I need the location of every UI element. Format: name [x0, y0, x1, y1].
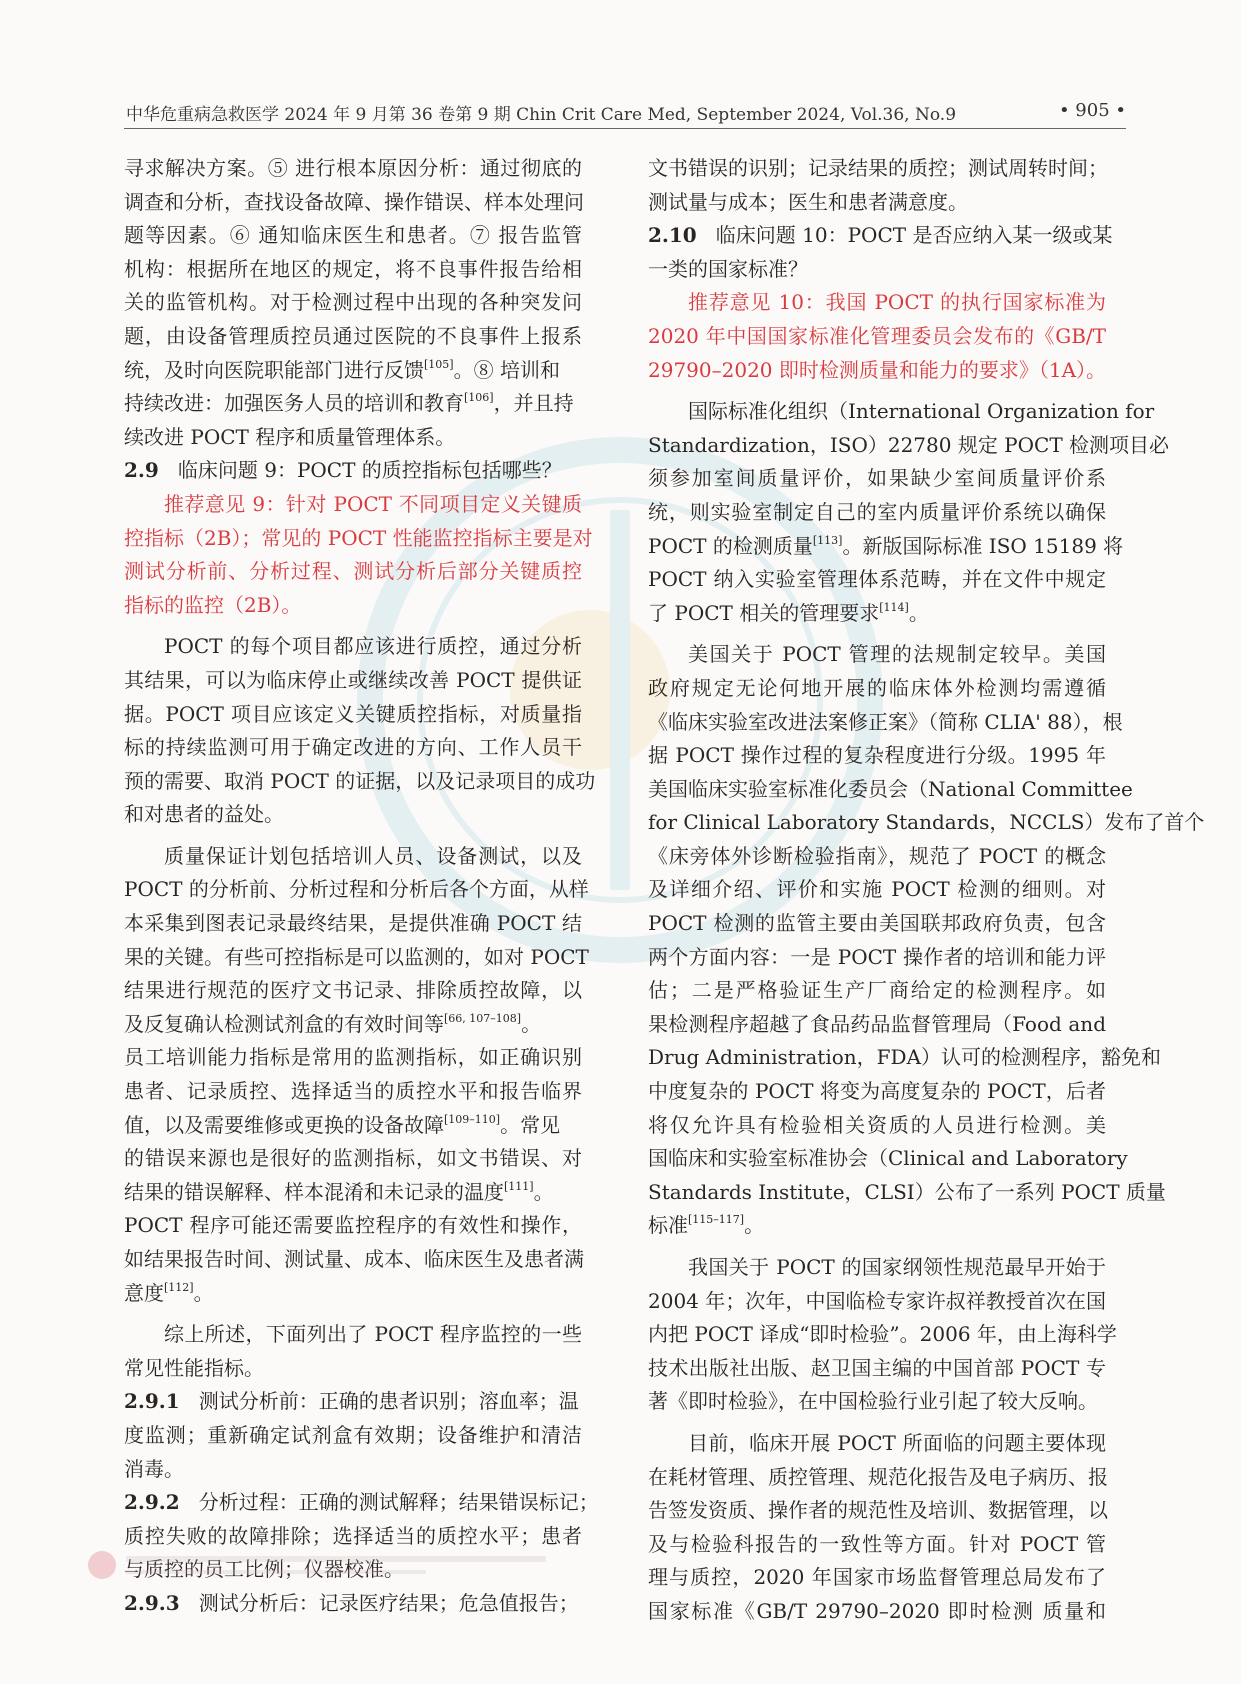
text-line: 与质控的员工比例；仪器校准。	[124, 1557, 404, 1582]
text-line: 其结果，可以为临床停止或继续改善 POCT 提供证	[124, 667, 582, 692]
text-line: 须参加室间质量评价，如果缺少室间质量评价系	[648, 466, 1106, 491]
recommendation-line: 推荐意见 9：针对 POCT 不同项目定义关键质	[164, 491, 582, 516]
citation: [115–117]	[688, 1213, 745, 1227]
citation: [106]	[464, 391, 494, 405]
text-line: 度监测；重新确定试剂盒有效期；设备维护和清洁	[124, 1422, 582, 1447]
left-column	[124, 152, 599, 1621]
text-line: 了 POCT 相关的管理要求[114]。	[648, 600, 929, 625]
text-line: 据 POCT 操作过程的复杂程度进行分级。1995 年	[648, 743, 1106, 768]
text-line: 题，由设备管理质控员通过医院的不良事件上报系	[124, 323, 582, 348]
text-line: 题等因素。⑥ 通知临床医生和患者。⑦ 报告监管	[124, 223, 582, 248]
text-line: 统，则实验室制定自己的室内质量评价系统以确保	[648, 499, 1106, 524]
text-line: 告签发资质、操作者的规范性及培训、数据管理，以	[648, 1498, 1108, 1523]
citation: [114]	[879, 600, 909, 614]
text-line: POCT 程序可能还需要监控程序的有效性和操作，	[124, 1213, 582, 1238]
text-line: POCT 的每个项目都应该进行质控，通过分析	[164, 634, 582, 659]
citation: [113]	[812, 533, 843, 547]
citation: [66, 107–108]	[444, 1011, 522, 1025]
recommendation-line: 2020 年中国国家标准化管理委员会发布的《GB/T	[648, 323, 1106, 348]
text-line: 续改进 POCT 程序和质量管理体系。	[124, 424, 456, 449]
text-line: 意度[112]。	[124, 1280, 214, 1305]
running-header	[116, 100, 1126, 124]
publisher-logo	[86, 1548, 566, 1582]
text-line: 员工培训能力指标是常用的监测指标，如正确识别	[124, 1045, 582, 1070]
text-line: 将仅允许具有检验相关资质的人员进行检测。美	[648, 1112, 1106, 1137]
text-line: 机构：根据所在地区的规定，将不良事件报告给相	[124, 256, 582, 281]
text-line: 质控失败的故障排除；选择适当的质控水平；患者	[124, 1523, 582, 1548]
text-line: 果检测程序超越了食品药品监督管理局（Food and	[648, 1011, 1106, 1036]
text-line: 两个方面内容：一是 POCT 操作者的培训和能力评	[648, 944, 1106, 969]
text-line: 我国关于 POCT 的国家纲领性规范最早开始于	[688, 1255, 1106, 1279]
text-line: 及与检验科报告的一致性等方面。针对 POCT 管	[648, 1531, 1106, 1556]
text-line: 预的需要、取消 POCT 的证据，以及记录项目的成功	[124, 768, 596, 793]
right-column	[648, 152, 1205, 1629]
text-line: 的错误来源也是很好的监测指标，如文书错误、对	[124, 1146, 582, 1171]
text-line: 持续改进：加强医务人员的培训和教育[106]，并且持	[124, 391, 574, 416]
text-line: 国家标准《GB/T 29790–2020 即时检测 质量和	[648, 1598, 1106, 1623]
text-line: 结果进行规范的医疗文书记录、排除质控故障，以	[124, 978, 582, 1003]
text-line: 值，以及需要维修或更换的设备故障[109–110]。常见	[124, 1112, 561, 1137]
text-line: 《临床实验室改进法案修正案》（简称 CLIA' 88），根	[648, 709, 1123, 734]
text-line: 文书错误的识别；记录结果的质控；测试周转时间；	[648, 156, 1108, 180]
text-line: 及详细介绍、评价和实施 POCT 检测的细则。对	[648, 877, 1106, 902]
text-line: 综上所述，下面列出了 POCT 程序监控的一些	[164, 1322, 582, 1347]
text-line: 统，及时向医院职能部门进行反馈[105]。⑧ 培训和	[124, 357, 560, 382]
recommendation-line: 控指标（2B）；常见的 POCT 性能监控指标主要是对	[124, 525, 593, 550]
text-line: 调查和分析，查找设备故障、操作错误、样本处理问	[124, 189, 584, 214]
recommendation-line: 指标的监控（2B）。	[124, 592, 302, 617]
text-line: 国临床和实验室标准协会（Clinical and Laboratory	[648, 1146, 1128, 1171]
text-line: 结果的错误解释、样本混淆和未记录的温度[111]。	[124, 1179, 554, 1204]
text-line: for Clinical Laboratory Standards，NCCLS）发布了首个	[648, 810, 1205, 835]
recommendation-line: 29790–2020 即时检测质量和能力的要求》（1A）。	[648, 357, 1107, 382]
text-line: 质量保证计划包括培训人员、设备测试，以及	[164, 843, 582, 868]
text-line: POCT 纳入实验室管理体系范畴，并在文件中规定	[648, 567, 1106, 592]
recommendation-line: 推荐意见 10：我国 POCT 的执行国家标准为	[688, 290, 1106, 315]
text-line: 政府规定无论何地开展的临床体外检测均需遵循	[648, 675, 1106, 700]
text-line: Standards Institute，CLSI）公布了一系列 POCT 质量	[648, 1179, 1166, 1204]
citation: [112]	[164, 1280, 194, 1294]
text-line: 理与质控，2020 年国家市场监督管理总局发布了	[648, 1565, 1106, 1590]
text-line: Standardization，ISO）22780 规定 POCT 检测项目必	[648, 432, 1170, 457]
text-line: 2004 年；次年，中国临检专家许叔祥教授首次在国	[648, 1288, 1106, 1313]
recommendation-line: 测试分析前、分析过程、测试分析后部分关键质控	[124, 559, 582, 584]
text-line: 内把 POCT 译成“即时检验”。2006 年，由上海科学	[648, 1322, 1117, 1347]
text-line: 美国临床实验室标准化委员会（National Committee	[648, 776, 1133, 801]
text-line: 中度复杂的 POCT 将变为高度复杂的 POCT，后者	[648, 1079, 1106, 1104]
section-heading-2-9-1: 2.9.1 测试分析前：正确的患者识别；溶血率；温	[124, 1389, 579, 1414]
text-line: 技术出版社出版、赵卫国主编的中国首部 POCT 专	[648, 1355, 1106, 1380]
text-line: 寻求解决方案。⑤ 进行根本原因分析：通过彻底的	[124, 156, 582, 180]
section-heading-2-10: 2.10 临床问题 10：POCT 是否应纳入某一级或某	[648, 223, 1113, 248]
page-number: • 905 •	[1058, 100, 1126, 121]
citation: [109–110]	[444, 1112, 501, 1126]
text-line: 标准[115–117]。	[648, 1213, 765, 1238]
text-line: 如结果报告时间、测试量、成本、临床医生及患者满	[124, 1247, 584, 1271]
text-line: 标的持续监测可用于确定改进的方向、工作人员干	[124, 735, 582, 760]
text-line: 患者、记录质控、选择适当的质控水平和报告临界	[124, 1079, 582, 1104]
text-line: 在耗材管理、质控管理、规范化报告及电子病历、报	[648, 1464, 1108, 1489]
text-line: 及反复确认检测试剂盒的有效时间等[66, 107–108]。	[124, 1011, 542, 1036]
section-heading-2-9-3: 2.9.3 测试分析后：记录医疗结果；危急值报告；	[124, 1590, 579, 1615]
text-line: 果的关键。有些可控指标是可以监测的，如对 POCT	[124, 944, 589, 969]
text-line: POCT 的分析前、分析过程和分析后各个方面，从样	[124, 877, 589, 902]
text-line: 美国关于 POCT 管理的法规制定较早。美国	[688, 642, 1106, 667]
text-line: 国际标准化组织（International Organization for	[688, 399, 1155, 424]
header-rule	[124, 128, 1126, 129]
section-heading-2-9: 2.9 临床问题 9：POCT 的质控指标包括哪些？	[124, 458, 562, 483]
text-line: 据。POCT 项目应该定义关键质控指标，对质量指	[124, 701, 582, 726]
text-line: 常见性能指标。	[124, 1355, 264, 1380]
text-line: POCT 检测的监管主要由美国联邦政府负责，包含	[648, 911, 1106, 936]
text-line: 消毒。	[124, 1456, 184, 1481]
text-line: 关的监管机构。对于检测过程中出现的各种突发问	[124, 290, 582, 315]
text-line: 测试量与成本；医生和患者满意度。	[648, 189, 968, 214]
text-line: 著《即时检验》，在中国检验行业引起了较大反响。	[648, 1389, 1098, 1414]
text-line: 估；二是严格验证生产厂商给定的检测程序。如	[648, 978, 1106, 1003]
journal-citation: 中华危重病急救医学 2024 年 9 月第 36 卷第 9 期 Chin Crit Care Med, September 2024, Vol.36, No.9	[126, 105, 957, 125]
text-line: 目前，临床开展 POCT 所面临的问题主要体现	[688, 1430, 1106, 1455]
text-line: 本采集到图表记录最终结果，是提供准确 POCT 结	[124, 911, 582, 936]
text-line: 《床旁体外诊断检验指南》，规范了 POCT 的概念	[648, 843, 1106, 868]
text-line: 和对患者的益处。	[124, 802, 284, 827]
section-heading-2-9-2: 2.9.2 分析过程：正确的测试解释；结果错误标记；	[124, 1490, 599, 1515]
text-line: POCT 的检测质量[113]。新版国际标准 ISO 15189 将	[648, 533, 1124, 558]
text-line: Drug Administration，FDA）认可的检测程序，豁免和	[648, 1045, 1162, 1070]
citation: [105]	[424, 357, 454, 371]
text-line: 一类的国家标准？	[648, 256, 808, 281]
citation: [111]	[504, 1179, 534, 1193]
